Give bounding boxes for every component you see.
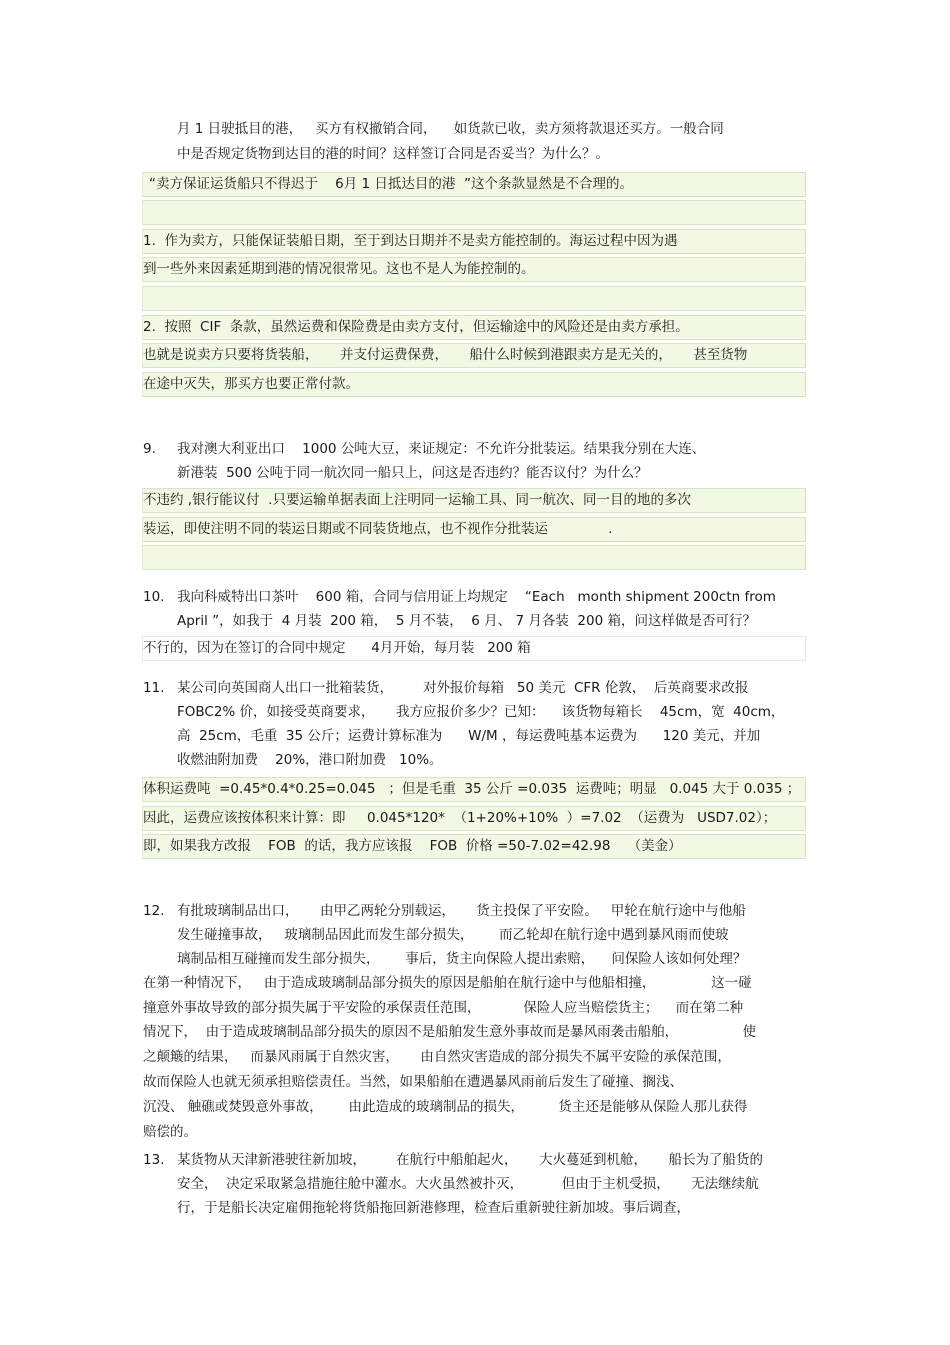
intro-line-2: 中是否规定货物到达目的港的时间？这样签订合同是否妥当？为什么？。 bbox=[177, 146, 609, 162]
answer-12-line-3: 情况下， 由于造成玻璃制品部分损失的原因不是船舶发生意外事故而是暴风雨袭击船舶， 使 bbox=[143, 1024, 756, 1040]
question-11-line-3: 高 25cm，毛重 35 公斤；运费计算标准为 W/M ，每运费吨基本运费为 120 美元，并加 bbox=[177, 728, 761, 744]
question-12-line-3: 璃制品相互碰撞而发生部分损失， 事后，货主向保险人提出索赔， 问保险人该如何处理？ bbox=[177, 951, 747, 967]
answer-box-empty bbox=[142, 545, 806, 570]
question-13-number: 13. bbox=[143, 1152, 165, 1168]
answer-8-line-2: 1. 作为卖方，只能保证装船日期，至于到达日期并不是卖方能控制的。海运过程中因为遇 bbox=[143, 233, 678, 249]
question-10-number: 10. bbox=[143, 589, 165, 605]
intro-line-1: 月 1 日驶抵目的港， 买方有权撤销合同， 如货款已收，卖方须将款退还买方。一般合同 bbox=[177, 121, 724, 137]
question-11-line-4: 收燃油附加费 20%，港口附加费 10%。 bbox=[177, 752, 443, 768]
answer-11-line-2: 因此，运费应该按体积来计算：即 0.045*120* （1+20%+10% ）=7.02 （运费为 USD7.02）； bbox=[143, 810, 777, 826]
answer-10-line-1: 不行的，因为在签订的合同中规定 4月开始，每月装 200 箱 bbox=[143, 640, 531, 656]
question-13-line-3: 行，于是船长决定雇佣拖轮将货船拖回新港修理，检查后重新驶往新加坡。事后调查， bbox=[177, 1200, 690, 1216]
question-12-line-2: 发生碰撞事故， 玻璃制品因此而发生部分损失， 而乙轮却在航行途中遇到暴风雨而使玻 bbox=[177, 927, 729, 943]
question-12-line-1: 有批玻璃制品出口， 由甲乙两轮分别载运， 货主投保了平安险。 甲轮在航行途中与他船 bbox=[177, 903, 746, 919]
answer-8-line-4: 2. 按照 CIF 条款，虽然运费和保险费是由卖方支付，但运输途中的风险还是由卖方承担。 bbox=[143, 319, 689, 335]
answer-12-line-5: 故而保险人也就无须承担赔偿责任。当然，如果船舶在遭遇暴风雨前后发生了碰撞、搁浅、 bbox=[143, 1074, 683, 1090]
question-9-number: 9. bbox=[143, 441, 156, 457]
answer-8-line-3: 到一些外来因素延期到港的情况很常见。这也不是人为能控制的。 bbox=[143, 261, 535, 277]
answer-box-empty bbox=[142, 286, 806, 311]
answer-12-line-6: 沉没、 触礁或焚毁意外事故， 由此造成的玻璃制品的损失， 货主还是能够从保险人那儿获得 bbox=[143, 1099, 748, 1115]
answer-12-line-7: 赔偿的。 bbox=[143, 1124, 197, 1140]
answer-12-line-1: 在第一种情况下， 由于造成玻璃制品部分损失的原因是船舶在航行途中与他船相撞， 这一碰 bbox=[143, 975, 752, 991]
answer-9-line-2: 装运，即使注明不同的装运日期或不同装货地点，也不视作分批装运 . bbox=[143, 521, 613, 537]
question-9-line-1: 我对澳大利亚出口 1000 公吨大豆，来证规定：不允许分批装运。结果我分别在大连、 bbox=[177, 441, 706, 457]
question-13-line-1: 某货物从天津新港驶往新加坡， 在航行中船舶起火， 大火蔓延到机舱， 船长为了船货的 bbox=[177, 1152, 763, 1168]
answer-12-line-2: 撞意外事故导致的部分损失属于平安险的承保责任范围， 保险人应当赔偿货主； 而在第二种 bbox=[143, 1000, 744, 1016]
answer-11-line-1: 体积运费吨 =0.45*0.4*0.25=0.045 ；但是毛重 35 公斤 =0.035 运费吨；明显 0.045 大于 0.035 ； bbox=[143, 781, 801, 797]
question-13-line-2: 安全， 决定采取紧急措施往舱中灌水。大火虽然被扑灭， 但由于主机受损， 无法继续航 bbox=[177, 1176, 759, 1192]
question-11-number: 11. bbox=[143, 680, 165, 696]
question-9-line-2: 新港装 500 公吨于同一航次同一船只上，问这是否违约？能否议付？为什么？ bbox=[177, 465, 648, 481]
answer-9-line-1: 不违约 ,银行能议付 .只要运输单据表面上注明同一运输工具、同一航次、同一目的地的多次 bbox=[143, 492, 691, 508]
answer-12-line-4: 之颠簸的结果， 而暴风雨属于自然灾害， 由自然灾害造成的部分损失不属平安险的承保范围， bbox=[143, 1049, 731, 1065]
question-11-line-1: 某公司向英国商人出口一批箱装货， 对外报价每箱 50 美元 CFR 伦敦， 后英商要求改报 bbox=[177, 680, 749, 696]
answer-11-line-3: 即，如果我方改报 FOB 的话，我方应该报 FOB 价格 =50-7.02=42.98 （美金） bbox=[143, 838, 682, 854]
answer-box-empty bbox=[142, 200, 806, 225]
question-10-line-2: April ”，如我于 4 月装 200 箱， 5 月不装， 6 月、 7 月各装 200 箱，问这样做是否可行？ bbox=[177, 613, 756, 629]
question-11-line-2: FOBC2% 价，如接受英商要求， 我方应报价多少？已知： 该货物每箱长 45cm，宽 40cm， bbox=[177, 704, 785, 720]
question-10-line-1: 我向科威特出口茶叶 600 箱，合同与信用证上均规定 “Each month shipment 200ctn from bbox=[177, 589, 776, 605]
answer-8-line-5: 也就是说卖方只要将货装船， 并支付运费保费， 船什么时候到港跟卖方是无关的， 甚至货物 bbox=[143, 347, 748, 363]
answer-8-line-1: “卖方保证运货船只不得迟于 6月 1 日抵达目的港 ”这个条款显然是不合理的。 bbox=[149, 176, 633, 192]
answer-8-line-6: 在途中灭失，那买方也要正常付款。 bbox=[143, 376, 359, 392]
question-12-number: 12. bbox=[143, 903, 165, 919]
